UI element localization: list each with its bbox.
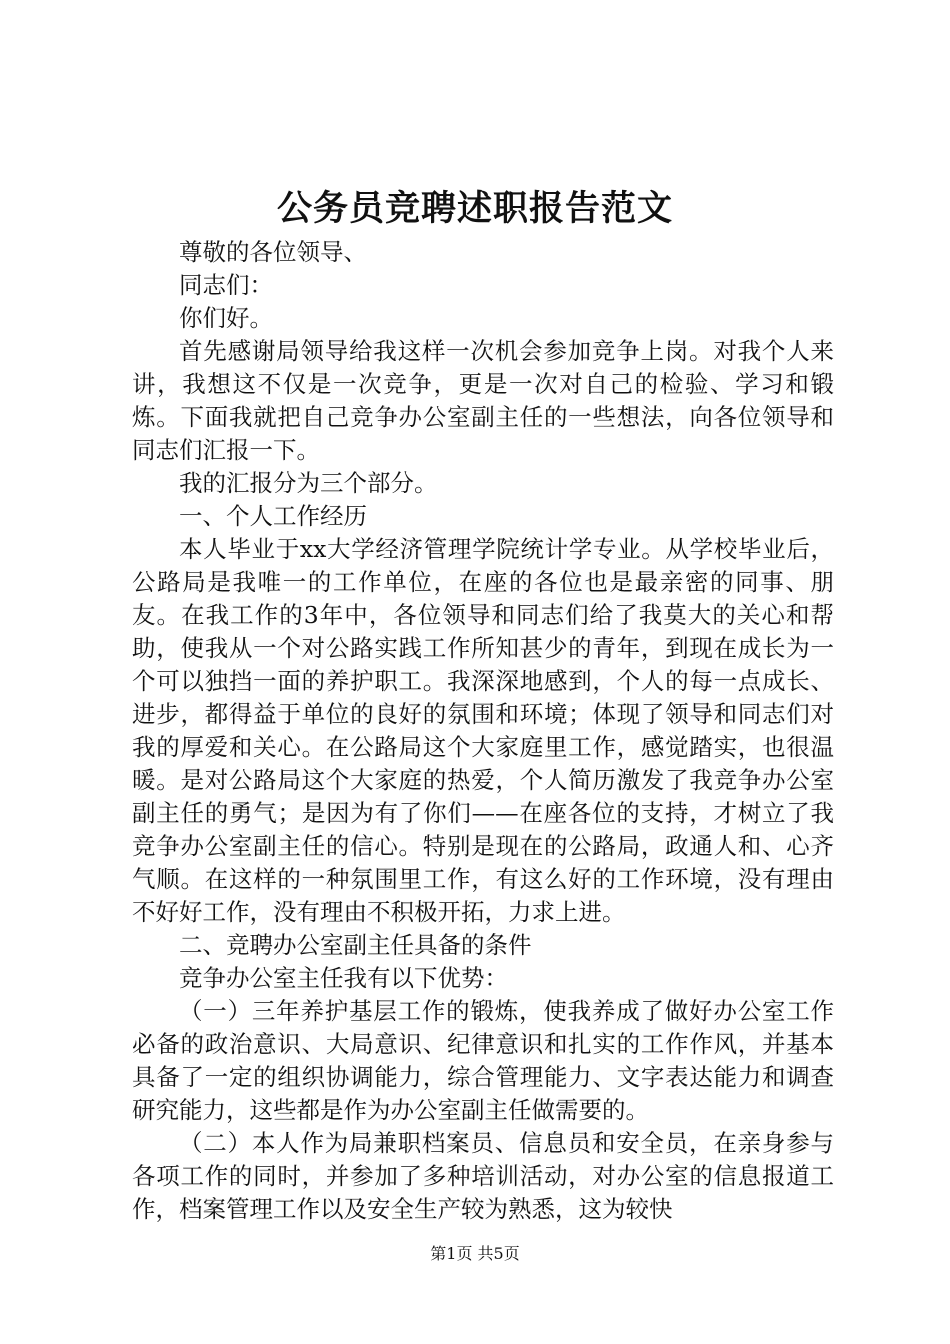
paragraph-salutation-1: 尊敬的各位领导、 — [179, 238, 367, 266]
paragraph-advantage-2: （二）本人作为局兼职档案员、信息员和安全员，在亲身参与各项工作的同时，并参加了多种培训活动，对办公室的信息报道工作，档案管理工作以及安全生产较为熟悉，这为较快 — [132, 1129, 834, 1223]
paragraph-work-history: 本人毕业于xx大学经济管理学院统计学专业。从学校毕业后，公路局是我唯一的工作单位，在座的各位也是最亲密的同事、朋友。在我工作的3年中，各位领导和同志们给了我莫大的关心和帮助，使我从一个对公路实践工作所知甚少的青年，到现在成长为一个可以独挡一面的养护职工。我深深地感到，个人的每一点成长、进步，都得益于单位的良好的氛围和环境；体现了领导和同志们对我的厚爱和关心。在公路局这个大家庭里工作，感觉踏实，也很温暖。是对公路局这个大家庭的热爱，个人简历激发了我竞争办公室副主任的勇气；是因为有了你们——在座各位的支持，才树立了我竞争办公室副主任的信心。特别是现在的公路局，政通人和、心齐气顺。在这样的一种氛围里工作，有这么好的工作环境，没有理由不好好工作，没有理由不积极开拓，力求上进。 — [132, 535, 834, 926]
document-title: 公务员竞聘述职报告范文 — [276, 188, 673, 229]
paragraph-intro: 首先感谢局领导给我这样一次机会参加竞争上岗。对我个人来讲，我想这不仅是一次竞争，更是一次对自己的检验、学习和锻炼。下面我就把自己竞争办公室副主任的一些想法，向各位领导和同志们汇报一下。 — [132, 337, 834, 464]
section-heading-1: 一、个人工作经历 — [179, 502, 367, 530]
paragraph-outline: 我的汇报分为三个部分。 — [179, 469, 438, 497]
document-body — [132, 236, 834, 1226]
paragraph-salutation-2: 同志们： — [179, 271, 273, 299]
paragraph-advantage-1: （一）三年养护基层工作的锻炼，使我养成了做好办公室工作必备的政治意识、大局意识、纪律意识和扎实的工作作风，并基本具备了一定的组织协调能力，综合管理能力、文字表达能力和调查研究能力，这些都是作为办公室副主任做需要的。 — [132, 997, 834, 1124]
page-footer: 第1页 共5页 — [430, 1244, 520, 1263]
paragraph-advantages-intro: 竞争办公室主任我有以下优势： — [179, 964, 508, 992]
section-heading-2: 二、竞聘办公室副主任具备的条件 — [179, 931, 532, 959]
paragraph-greeting: 你们好。 — [179, 304, 273, 332]
